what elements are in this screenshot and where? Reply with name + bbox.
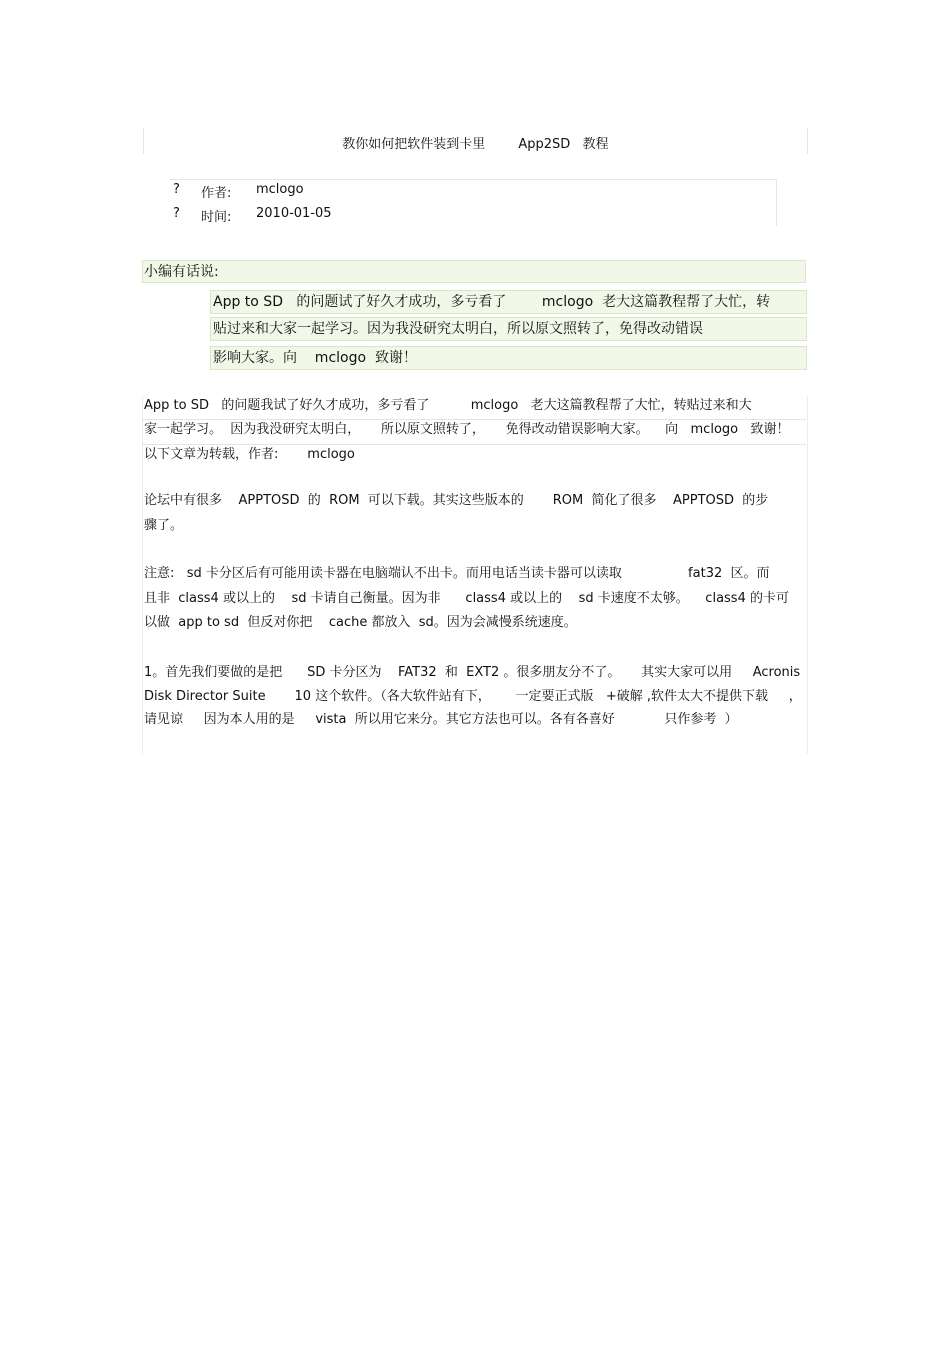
author-label: 作者: — [201, 186, 232, 201]
article-line: 注意: sd 卡分区后有可能用读卡器在电脑端认不出卡。而用电话当读卡器可以读取 fat32 区。而 — [144, 566, 770, 581]
article-line: 家一起学习。 因为我没研究太明白， 所以原文照转了， 免得改动错误影响大家。 向 mclogo 致谢！ — [144, 422, 790, 437]
editor-note-line: App to SD 的问题试了好久才成功，多亏看了 mclogo 老大这篇教程帮了大忙，转 — [210, 290, 807, 314]
document-title: 教你如何把软件装到卡里 App2SD 教程 — [342, 137, 609, 152]
article-line: 以下文章为转载，作者: mclogo — [144, 447, 355, 462]
meta-info-box — [170, 179, 777, 226]
article-line: App to SD 的问题我试了好久才成功，多亏看了 mclogo 老大这篇教程帮了大忙，转贴过来和大 — [144, 398, 752, 413]
bullet-icon: ? — [173, 206, 180, 221]
article-line: 以做 app to sd 但反对你把 cache 都放入 sd。因为会减慢系统速度。 — [144, 615, 577, 630]
article-line: 1。首先我们要做的是把 SD 卡分区为 FAT32 和 EXT2 。很多朋友分不了。 其实大家可以用 Acronis — [144, 665, 801, 680]
date-value: 2010-01-05 — [256, 206, 332, 221]
article-line: Disk Director Suite 10 这个软件。（各大软件站有下， 一定要正式版 +破解 ,软件太大不提供下载 ， — [144, 689, 802, 704]
date-label: 时间: — [201, 210, 232, 225]
article-line: 请见谅 因为本人用的是 vista 所以用它来分。其它方法也可以。各有各喜好 只作参考 ） — [144, 712, 738, 727]
bullet-icon: ? — [173, 182, 180, 197]
editor-note-heading: 小编有话说: — [142, 260, 806, 283]
editor-note-line: 影响大家。向 mclogo 致谢！ — [210, 346, 807, 370]
editor-note-line: 贴过来和大家一起学习。因为我没研究太明白，所以原文照转了，免得改动错误 — [210, 317, 807, 341]
article-line: 骤了。 — [144, 518, 184, 533]
article-line: 论坛中有很多 APPTOSD 的 ROM 可以下载。其实这些版本的 ROM 简化了很多 APPTOSD 的步 — [144, 493, 769, 508]
divider — [142, 419, 806, 420]
divider — [142, 444, 806, 445]
article-line: 且非 class4 或以上的 sd 卡请自己衡量。因为非 class4 或以上的 sd 卡速度不太够。 class4 的卡可 — [144, 591, 789, 606]
title-box — [143, 128, 808, 154]
author-value: mclogo — [256, 182, 304, 197]
